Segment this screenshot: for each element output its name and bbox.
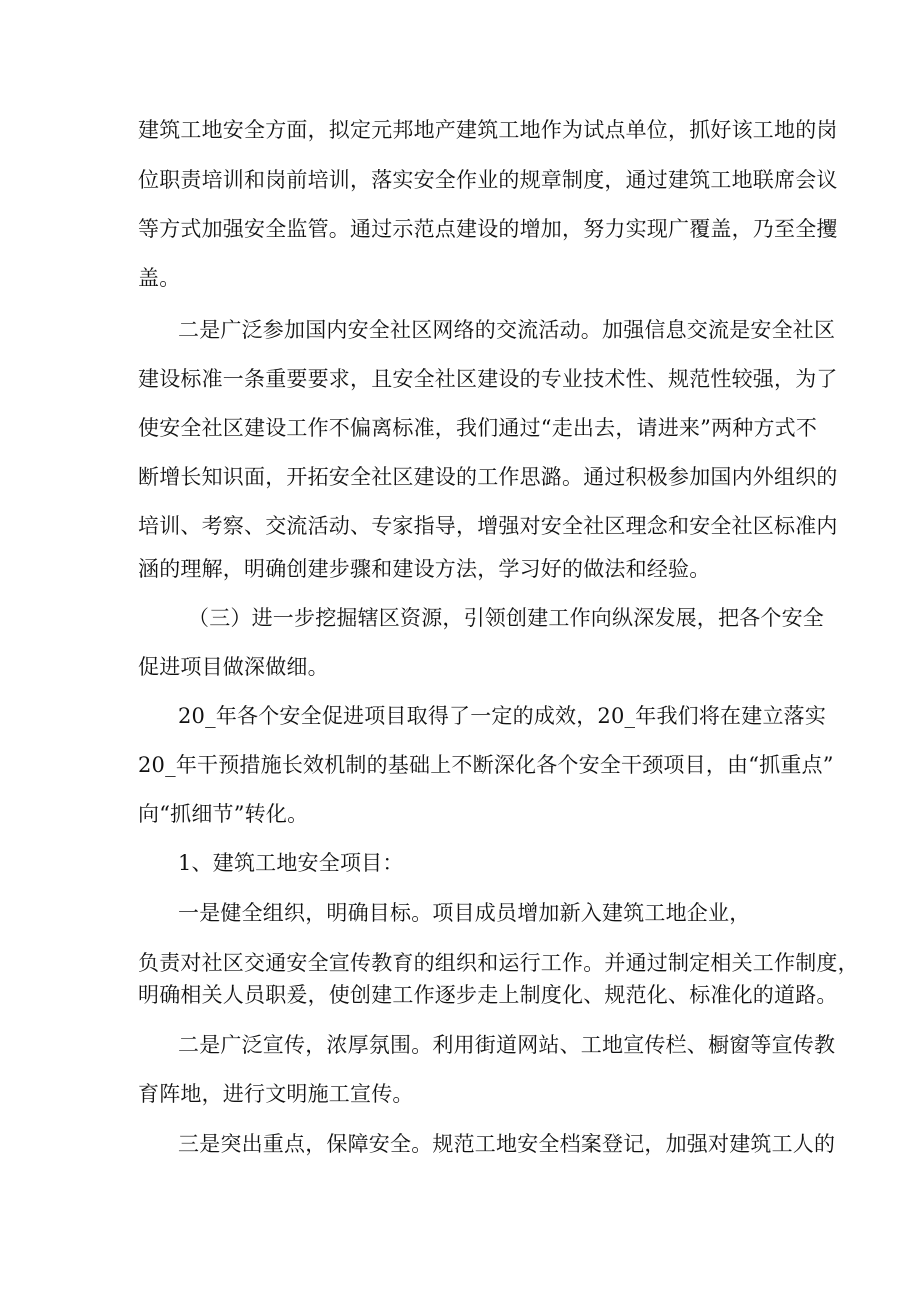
- section-heading-line: 促进项目做深做细。: [138, 655, 329, 679]
- paragraph-line: 明确相关人员职爰，使创建工作逐步走上制度化、规范化、标准化的道路。: [138, 983, 838, 1007]
- paragraph-line: 培训、考察、交流活动、专家指导，增强对安全社区理念和安全社区标准内: [138, 514, 838, 538]
- paragraph-line: 三是突出重点，保障安全。规范工地安全档案登记，加强对建筑工人的: [178, 1132, 836, 1156]
- paragraph-line: 建筑工地安全方面，拟定元邦地产建筑工地作为试点单位，抓好该工地的岗: [138, 118, 838, 142]
- paragraph-line: 20_年各个安全促进项目取得了一定的成效，20_年我们将在建立落实: [178, 704, 827, 728]
- paragraph-line: 一是健全组织，明确目标。项目成员增加新入建筑工地企业，: [178, 901, 751, 925]
- paragraph-line: 使安全社区建设工作不偏离标准，我们通过“走出去，请进来”两种方式不: [138, 416, 818, 440]
- paragraph-line: 二是广泛参加国内安全社区网络的交流活动。加强信息交流是安全社区: [178, 318, 836, 342]
- paragraph-line: 育阵地，进行文明施工宣传。: [138, 1082, 414, 1106]
- paragraph-line: 位职责培训和岗前培训，落实安全作业的规章制度，通过建筑工地联席会议: [138, 168, 838, 192]
- paragraph-line: 20_年干预措施长效机制的基础上不断深化各个安全干颈项目，由“抓重点”: [138, 753, 834, 777]
- paragraph-line: 建设标准一条重要要求，且安全社区建设的专业技术性、规范性较强，为了: [138, 367, 838, 391]
- paragraph-line: 断增长知识面，开拓安全社区建设的工作思潞。通过积极参加国内外组织的: [138, 465, 838, 489]
- paragraph-line: 向“抓细节”转化。: [138, 802, 309, 826]
- paragraph-line: 二是广泛宣传，浓厚氛围。利用街道网站、工地宣传栏、橱窗等宣传教: [178, 1033, 836, 1057]
- subheading-line: 1、建筑工地安全项目：: [178, 851, 404, 875]
- paragraph-line: 负责对社区交通安全宣传教育的组织和运行工作。并通过制定相关工作制度，: [138, 951, 859, 975]
- section-heading-line: （三）进一步挖掘辖区资源，引领创建工作向纵深发展，把各个安全: [188, 606, 824, 630]
- paragraph-line: 等方式加强安全监管。通过示范点建设的增加，努力实现广覆盖，乃至全攫: [138, 217, 838, 241]
- paragraph-line: 盖。: [138, 266, 181, 290]
- paragraph-line: 涵的理解，明确创建步骤和建设方法，学习好的做法和经验。: [138, 557, 711, 581]
